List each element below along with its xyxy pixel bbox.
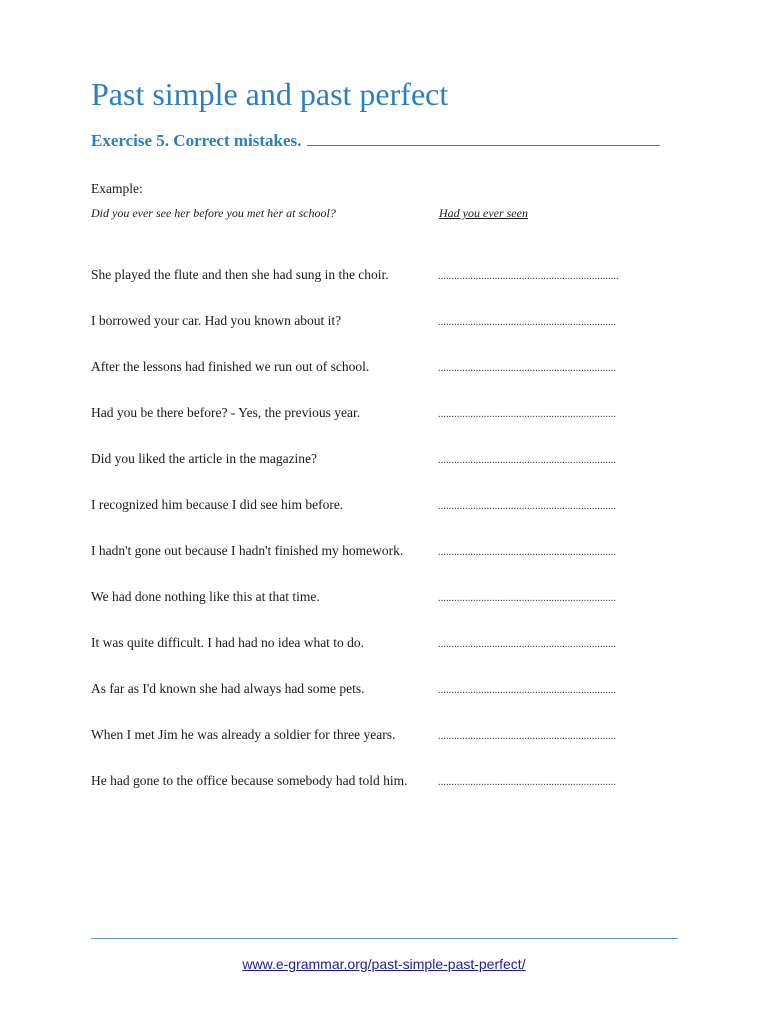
exercise-item: [91, 543, 681, 563]
answer-field[interactable]: ..................................................................: [438, 777, 617, 788]
answer-field[interactable]: ..................................................................: [438, 547, 617, 558]
page-title: Past simple and past perfect: [91, 76, 449, 112]
exercise-item: [91, 681, 681, 701]
answer-field[interactable]: ..................................................................: [438, 363, 617, 374]
exercise-heading-text: Exercise 5. Correct mistakes.: [91, 131, 302, 150]
exercise-heading-blank-line: [307, 131, 660, 146]
item-sentence: We had done nothing like this at that time.: [91, 589, 320, 604]
answer-field[interactable]: ..................................................................: [438, 501, 617, 512]
exercise-item: [91, 727, 681, 747]
exercise-item: [91, 313, 681, 333]
item-sentence: She played the flute and then she had sung in the choir.: [91, 267, 389, 282]
exercise-item: [91, 497, 681, 517]
item-sentence: Did you liked the article in the magazine?: [91, 451, 318, 466]
item-sentence: He had gone to the office because somebody had told him.: [91, 773, 408, 788]
exercise-item: [91, 451, 681, 471]
exercise-item: [91, 773, 681, 793]
item-sentence: It was quite difficult. I had had no idea what to do.: [91, 635, 365, 650]
footer-link[interactable]: [0, 956, 768, 972]
item-sentence: I borrowed your car. Had you known about it?: [91, 313, 342, 328]
answer-field[interactable]: ..................................................................: [438, 639, 617, 650]
footer-link-text[interactable]: www.e-grammar.org/past-simple-past-perfect/: [242, 956, 526, 972]
answer-field[interactable]: ..................................................................: [438, 317, 617, 328]
item-sentence: When I met Jim he was already a soldier for three years.: [91, 727, 396, 742]
exercise-heading: [91, 131, 660, 151]
example-answer: Had you ever seen: [439, 206, 528, 220]
exercise-item: [91, 267, 681, 287]
item-sentence: Had you be there before? - Yes, the previous year.: [91, 405, 361, 420]
item-sentence: I recognized him because I did see him before.: [91, 497, 344, 512]
exercise-item: [91, 359, 681, 379]
answer-field[interactable]: ..................................................................: [438, 593, 617, 604]
example-label: Example:: [91, 181, 143, 196]
exercise-item: [91, 635, 681, 655]
item-sentence: As far as I'd known she had always had some pets.: [91, 681, 365, 696]
item-sentence: After the lessons had finished we run out of school.: [91, 359, 370, 374]
answer-field[interactable]: ..................................................................: [438, 685, 617, 696]
exercise-item: [91, 405, 681, 425]
example-sentence: Did you ever see her before you met her at school?: [91, 206, 336, 220]
answer-field[interactable]: ..................................................................: [438, 731, 617, 742]
answer-field[interactable]: ...................................................................: [438, 271, 619, 282]
answer-field[interactable]: ..................................................................: [438, 455, 617, 466]
answer-field[interactable]: ..................................................................: [438, 409, 617, 420]
exercise-item: [91, 589, 681, 609]
footer-divider: [91, 938, 678, 939]
item-sentence: I hadn't gone out because I hadn't finished my homework.: [91, 543, 404, 558]
